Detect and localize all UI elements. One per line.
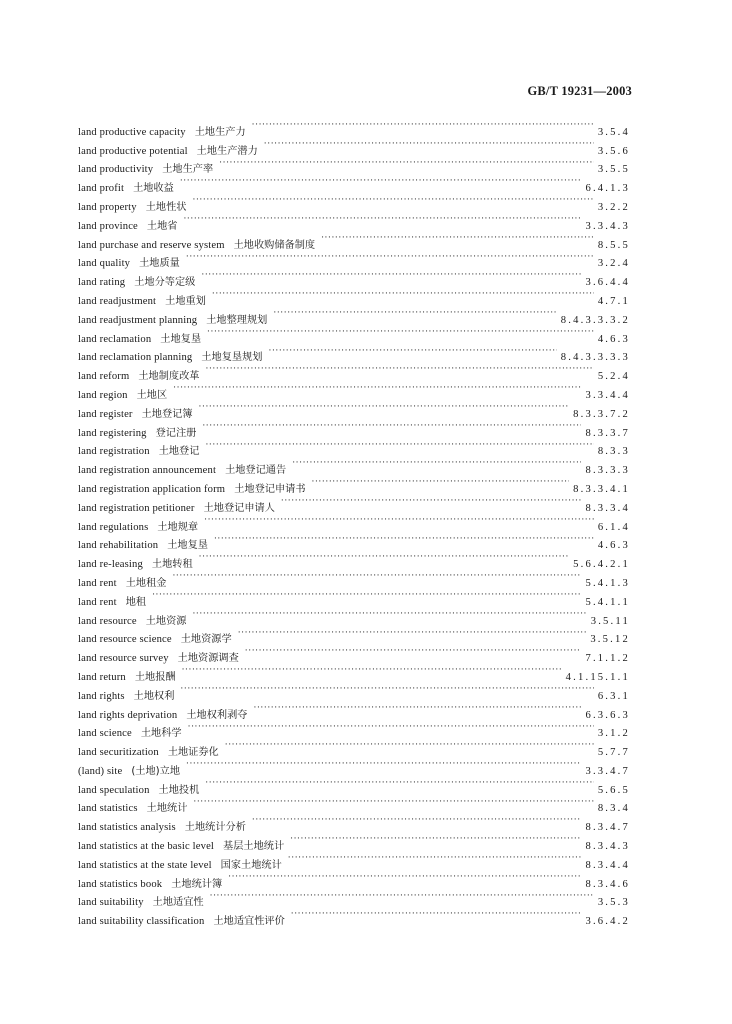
term-chinese: 土地统计簿 [171, 878, 223, 890]
clause-number: 8.4.3.3.3.2 [560, 314, 630, 326]
dot-leader [252, 811, 582, 830]
term-english: land science [78, 728, 132, 740]
clause-number: 3.3.4.3 [585, 220, 630, 232]
term-english: land speculation [78, 784, 150, 796]
index-entry [78, 304, 630, 326]
term-english: land region [78, 389, 128, 401]
dot-leader [268, 342, 556, 361]
term-chinese: 土地登记申请书 [234, 483, 306, 495]
term-chinese: 土地收购储备制度 [233, 239, 316, 251]
term-chinese: 土地复垦 [160, 333, 202, 345]
clause-number: 4.6.3 [597, 540, 630, 552]
clause-number: 3.5.6 [597, 145, 630, 157]
clause-number: 8.3.4.6 [585, 878, 630, 890]
term-chinese: 土地租金 [125, 577, 167, 589]
clause-number: 4.6.3 [597, 333, 630, 345]
dot-leader [281, 492, 582, 511]
term-chinese: 土地生产率 [162, 164, 214, 176]
dot-leader [273, 304, 556, 323]
dot-leader [290, 830, 581, 849]
term-chinese: 土地投机 [158, 784, 200, 796]
term-chinese: 土地统计分析 [184, 822, 246, 834]
term-chinese: 国家土地统计 [220, 859, 282, 871]
index-entry [78, 548, 630, 571]
clause-number: 3.2.2 [597, 201, 630, 213]
term-english: land return [78, 671, 126, 683]
clause-number: 3.1.2 [597, 728, 630, 740]
term-chinese: 土地报酬 [134, 671, 176, 683]
term-english: land readjustment planning [78, 314, 198, 326]
dot-leader [193, 793, 593, 812]
clause-number: 3.5.11 [590, 615, 630, 627]
clause-number: 5.7.7 [597, 747, 630, 759]
term-english: land registering [78, 427, 147, 439]
term-english: land statistics [78, 803, 138, 815]
term-english: land re-leasing [78, 559, 143, 571]
standard-code-header: GB/T 19231—2003 [527, 84, 632, 98]
term-chinese: 土地登记申请人 [203, 502, 275, 514]
index-entry [78, 605, 630, 627]
term-chinese: 土地重划 [165, 295, 206, 307]
dot-leader [192, 191, 593, 210]
term-chinese: 土地登记 [158, 446, 200, 458]
term-english: land securitization [78, 747, 159, 759]
index-entry [78, 755, 630, 777]
term-chinese: 土地统计 [146, 803, 188, 815]
clause-number: 8.3.3.4.1 [573, 483, 630, 495]
clause-number: 5.4.1.3 [585, 577, 630, 589]
term-chinese: 土地性状 [145, 201, 187, 213]
term-chinese: 土地区 [136, 389, 168, 401]
term-english: land resource [78, 615, 137, 627]
term-english: land province [78, 220, 138, 232]
dot-leader [225, 736, 594, 755]
term-english: (land) site [78, 765, 123, 777]
term-english: land rating [78, 277, 126, 289]
clause-number: 8.3.4.3 [585, 841, 630, 853]
term-chinese: 登记注册 [155, 427, 197, 439]
clause-number: 3.6.4.2 [585, 916, 630, 928]
term-chinese: 土地整理规划 [206, 314, 268, 326]
clause-number: 4.1.15.1.1 [565, 671, 630, 683]
term-chinese: 地租 [125, 596, 147, 608]
term-chinese: 土地复垦 [167, 540, 208, 552]
term-english: land resource survey [78, 653, 169, 665]
clause-number: 3.2.4 [597, 258, 630, 270]
index-entry [78, 586, 630, 608]
clause-number: 8.3.4.7 [585, 822, 630, 834]
term-english: land statistics at the basic level [78, 841, 215, 853]
clause-number: 3.5.4 [597, 126, 630, 138]
term-english: land productive potential [78, 145, 188, 157]
term-english: land productive capacity [78, 126, 186, 138]
clause-number: 3.6.4.4 [585, 277, 630, 289]
dot-leader [252, 116, 594, 135]
dot-leader [152, 586, 581, 605]
term-chinese: 土地生产力 [194, 126, 246, 138]
term-chinese: 基层土地统计 [223, 841, 285, 853]
dot-leader [214, 530, 594, 549]
term-chinese: 土地收益 [133, 183, 174, 195]
clause-number: 4.7.1 [597, 295, 630, 307]
clause-number: 5.4.1.1 [585, 596, 630, 608]
dot-leader [245, 642, 582, 661]
term-english: land property [78, 201, 137, 213]
term-english: land suitability classification [78, 916, 205, 928]
term-chinese: 土地适宜性评价 [213, 916, 285, 928]
term-chinese: 土地权利 [133, 690, 175, 702]
term-english: land statistics analysis [78, 822, 176, 834]
term-english: land regulations [78, 521, 149, 533]
clause-number: 8.3.4.4 [585, 859, 630, 871]
term-chinese: 土地登记通告 [225, 465, 287, 477]
term-english: land reform [78, 371, 130, 383]
term-chinese: 土地权利剥夺 [186, 709, 248, 721]
term-english: land registration announcement [78, 465, 217, 477]
dot-leader [291, 905, 582, 924]
term-chinese: 土地生产潜力 [196, 145, 258, 157]
term-english: land rent [78, 577, 117, 589]
term-english: land statistics at the state level [78, 859, 212, 871]
dot-leader [173, 379, 581, 398]
term-chinese: 土地分等定级 [134, 277, 196, 289]
term-chinese: 土地资源学 [180, 634, 232, 646]
term-index-list [78, 116, 630, 928]
term-chinese: 土地质量 [139, 258, 180, 270]
term-english: land reclamation planning [78, 352, 193, 364]
clause-number: 7.1.1.2 [585, 653, 630, 665]
dot-leader [201, 266, 581, 285]
dot-leader [312, 473, 570, 492]
term-chinese: 土地证券化 [167, 747, 219, 759]
term-chinese: 土地转租 [151, 559, 193, 571]
term-english: land resource science [78, 634, 172, 646]
term-english: land suitability [78, 897, 144, 909]
term-english: land rights deprivation [78, 709, 178, 721]
dot-leader [210, 887, 594, 906]
dot-leader [199, 548, 569, 567]
dot-leader [228, 868, 581, 887]
clause-number: 8.3.3.4 [585, 502, 630, 514]
term-chinese: 土地适宜性 [152, 897, 204, 909]
clause-number: 3.5.12 [590, 634, 630, 646]
dot-leader [202, 417, 581, 436]
dot-leader [205, 436, 593, 455]
clause-number: 8.5.5 [597, 239, 630, 251]
dot-leader [182, 661, 562, 680]
clause-number: 6.4.1.3 [585, 183, 630, 195]
dot-leader [238, 624, 587, 643]
dot-leader [321, 229, 594, 248]
clause-number: 8.4.3.3.3.3 [560, 352, 630, 364]
dot-leader [292, 454, 581, 473]
index-entry [78, 172, 630, 195]
index-entry [78, 116, 630, 138]
term-chinese: 土地规章 [157, 521, 199, 533]
term-chinese: (土地)立地 [131, 765, 181, 777]
term-english: land productivity [78, 164, 154, 176]
clause-number: 6.3.1 [597, 690, 630, 702]
clause-number: 3.3.4.4 [585, 389, 630, 401]
term-chinese: 土地登记簿 [141, 408, 193, 420]
term-english: land quality [78, 258, 131, 270]
term-chinese: 土地资源 [145, 615, 187, 627]
dot-leader [192, 605, 586, 624]
term-english: land reclamation [78, 333, 152, 345]
term-english: land register [78, 408, 133, 420]
dot-leader [180, 172, 582, 191]
term-chinese: 土地资源调查 [177, 653, 239, 665]
clause-number: 8.3.3.7 [585, 427, 630, 439]
term-english: land registration [78, 446, 150, 458]
dot-leader [288, 849, 582, 868]
dot-leader [264, 135, 594, 154]
clause-number: 5.6.4.2.1 [573, 559, 630, 571]
dot-leader [186, 755, 581, 774]
clause-number: 8.3.3 [597, 446, 630, 458]
clause-number: 3.3.4.7 [585, 765, 630, 777]
dot-leader [172, 567, 581, 586]
term-english: land statistics book [78, 878, 163, 890]
term-english: land rent [78, 596, 117, 608]
dot-leader [207, 323, 594, 342]
term-english: land registration petitioner [78, 502, 195, 514]
clause-number: 8.3.3.7.2 [573, 408, 630, 420]
clause-number: 6.3.6.3 [585, 709, 630, 721]
term-chinese: 土地省 [146, 220, 178, 232]
term-chinese: 土地复垦规划 [201, 352, 263, 364]
clause-number: 5.2.4 [597, 371, 630, 383]
term-english: land profit [78, 183, 125, 195]
dot-leader [188, 718, 594, 737]
dot-leader [212, 285, 594, 304]
clause-number: 8.3.4 [597, 803, 630, 815]
dot-leader [219, 154, 594, 173]
clause-number: 3.5.3 [597, 897, 630, 909]
term-english: land rights [78, 690, 125, 702]
term-english: land purchase and reserve system [78, 239, 225, 251]
term-chinese: 土地制度改革 [138, 371, 200, 383]
dot-leader [254, 699, 582, 718]
term-english: land readjustment [78, 295, 157, 307]
clause-number: 8.3.3.3 [585, 465, 630, 477]
term-english: land registration application form [78, 483, 226, 495]
dot-leader [206, 360, 594, 379]
clause-number: 5.6.5 [597, 784, 630, 796]
term-english: land rehabilitation [78, 540, 159, 552]
dot-leader [205, 774, 594, 793]
dot-leader [204, 511, 594, 530]
clause-number: 3.5.5 [597, 164, 630, 176]
dot-leader [180, 680, 593, 699]
term-chinese: 土地科学 [140, 728, 182, 740]
dot-leader [186, 248, 594, 267]
dot-leader [183, 210, 581, 229]
dot-leader [199, 398, 570, 417]
clause-number: 6.1.4 [597, 521, 630, 533]
